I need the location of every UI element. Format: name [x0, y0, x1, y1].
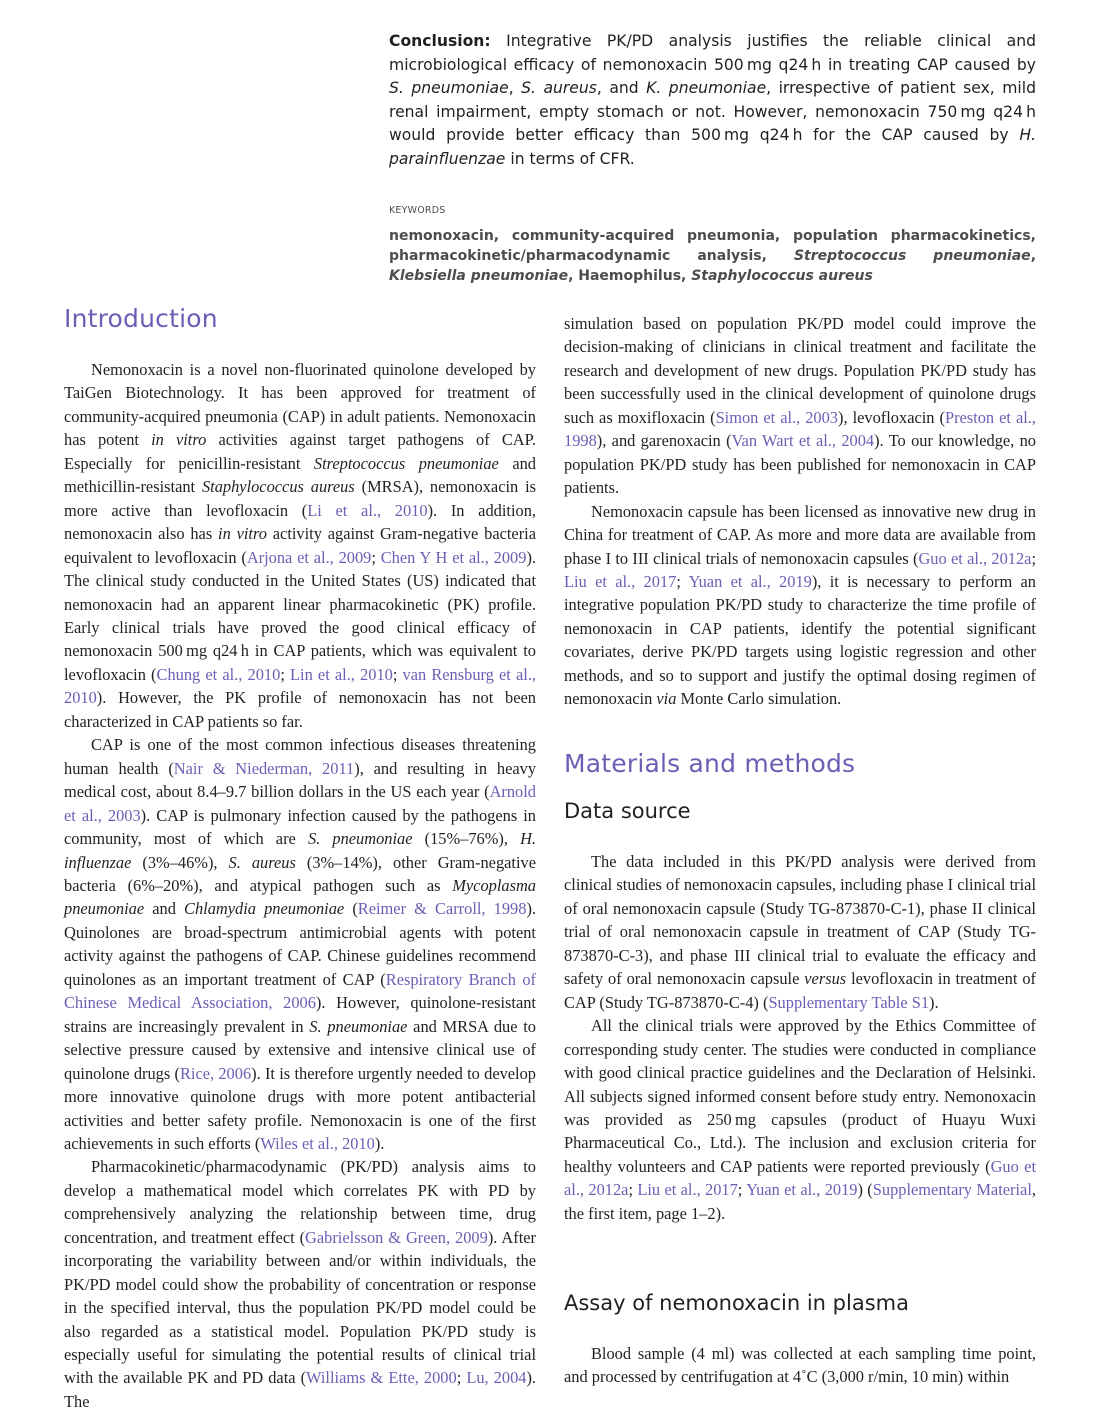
species-name: S. pneumoniae: [307, 829, 413, 849]
text: ;: [737, 1180, 747, 1200]
text: ), it is necessary to perform an integrative population PK/PD study to characterize the time profile of nemonoxacin in CAP patients, identify the potential significant covariates, derive PK/PD targets using logistic regression and other methods, and so to support and justify the optimal dosing regimen of nemonoxacin: [564, 571, 1036, 709]
keyword-text: ,: [1030, 248, 1037, 264]
conclusion-text: Integrative PK/PD analysis justifies the reliable clinical and microbiological efficacy of nemonoxacin 500 mg q24 h in treating CAP caused by: [389, 32, 1036, 74]
keyword-text: nemonoxacin, community-acquired pneumonia, population pharmacokinetics, pharmacokinetic/pharmacodynamic analysis,: [389, 228, 1036, 264]
species-name: H. parainfluenzae: [389, 126, 1036, 168]
citation-link[interactable]: Liu et al., 2017: [637, 1180, 738, 1200]
citation-link[interactable]: Preston et al., 1998: [564, 407, 1036, 451]
section-heading-materials-methods: Materials and methods: [564, 749, 856, 778]
species-name: Chlamydia pneumoniae: [184, 899, 345, 919]
text: ), and garenoxacin (: [596, 431, 732, 451]
citation-link[interactable]: Guo et al., 2012a: [564, 1156, 1037, 1200]
italic-text: in vitro: [218, 524, 267, 544]
citation-link[interactable]: Lin et al., 2010: [290, 664, 393, 684]
text: ). After incorporating the variability between and/or within individuals, the PK/PD model could show the probability of concentration or response in the specified interval, thus the population PK/PD model could be also regarded as a statistical model. Population PK/PD study is especially useful for simulating the potential results of clinical trial with the available PK and PD data (: [64, 1227, 536, 1388]
citation-link[interactable]: Yuan et al., 2019: [746, 1180, 858, 1200]
italic-text: in vitro: [151, 430, 207, 450]
conclusion-label: Conclusion:: [389, 32, 491, 50]
text: ). The: [64, 1368, 537, 1411]
data-source-body: [564, 850, 1036, 1225]
text: (15%–76%),: [412, 829, 521, 849]
keyword-species: Streptococcus pneumoniae: [793, 248, 1031, 264]
citation-link[interactable]: Li et al., 2010: [307, 500, 428, 520]
text: Blood sample (4 ml) was collected at each sampling time point, and processed by centrifugation at 4˚C (3,000 r/min, 10 min) within: [564, 1344, 1036, 1387]
text: ). The clinical study conducted in the United States (US) indicated that nemonoxacin had an apparent linear pharmacokinetic (PK) profile. Early clinical trials have proved the good clinical efficacy of nemonoxacin 500 mg q24 h in CAP patients, which was equivalent to levofloxacin (: [64, 547, 536, 684]
text: ).: [374, 1133, 385, 1153]
abstract-conclusion: [389, 30, 1036, 171]
text: The data included in this PK/PD analysis were derived from clinical studies of nemonoxacin capsules, including phase I clinical trial of oral nemonoxacin capsule (Study TG-873870-C-1), phase II clinical trial of oral nemonoxacin capsule in treatment of CAP (Study TG-873870-C-3), and phase III clinical trial to evaluate the efficacy and safety of oral nemonoxacin capsule: [564, 852, 1036, 989]
text: ;: [280, 664, 291, 684]
text: Nemonoxacin capsule has been licensed as innovative new drug in China for treatment of CAP. As more and more data are available from phase I to III clinical trials of nemonoxacin capsules (: [564, 501, 1036, 568]
text: (3%–14%), other Gram-negative bacteria (6%–20%), and atypical pathogen such as: [64, 852, 536, 895]
citation-link[interactable]: Chung et al., 2010: [156, 664, 281, 684]
left-column: [64, 358, 536, 1413]
text: ).: [929, 992, 939, 1012]
citation-link[interactable]: Lu, 2004: [466, 1368, 527, 1388]
text: ). It is therefore urgently needed to develop more innovative quinolone drugs with more potent antibacterial activities and better safety profile. Nemonoxacin is one of the first achievements in such efforts (: [64, 1063, 537, 1153]
text: ;: [1031, 548, 1036, 568]
conclusion-text: , irrespective of patient sex, mild renal impairment, empty stomach or not. However, nemonoxacin 750 mg q24 h would provide better efficacy than 500 mg q24 h for the CAP caused by: [389, 79, 1036, 144]
species-name: K. pneumoniae: [646, 79, 767, 97]
right-column: [564, 312, 1036, 711]
species-name: S. aureus: [228, 852, 296, 872]
data-source-paragraph-2: [564, 1014, 1036, 1225]
text: activity against Gram-negative bacteria equivalent to levofloxacin (: [64, 524, 536, 567]
intro-paragraph-4: [564, 500, 1036, 711]
citation-link[interactable]: Van Wart et al., 2004: [731, 431, 875, 451]
text: All the clinical trials were approved by the Ethics Committee of corresponding study center. The studies were conducted in compliance with good clinical practice guidelines and the Declaration of Helsinki. All subjects signed informed consent before study entry. Nemonoxacin was provided as 250 mg capsules (product of Huayu Wuxi Pharmaceutical Co., Ltd.). The inclusion and exclusion criteria for healthy volunteers and CAP patients were reported previously (: [564, 1016, 1036, 1176]
text: ), levofloxacin (: [838, 407, 945, 427]
text: ;: [456, 1368, 467, 1388]
conclusion-text: ,: [508, 79, 522, 97]
text: Monte Carlo simulation.: [676, 689, 842, 709]
text: (: [344, 899, 358, 919]
assay-body: [564, 1342, 1036, 1389]
citation-link[interactable]: Wiles et al., 2010: [260, 1133, 375, 1153]
conclusion-text: , and: [596, 79, 647, 97]
text: and methicillin-resistant: [64, 453, 536, 497]
citation-link[interactable]: Nair & Niederman, 2011: [173, 758, 355, 778]
species-name: Mycoplasma pneumoniae: [64, 875, 536, 919]
subsection-heading-assay: Assay of nemonoxacin in plasma: [564, 1291, 909, 1315]
text: CAP is one of the most common infectious diseases threatening human health (: [64, 735, 536, 778]
assay-paragraph-1: [564, 1342, 1036, 1389]
text: Pharmacokinetic/pharmacodynamic (PK/PD) analysis aims to develop a mathematical model which correlates PK with PD by comprehensively analyzing the relationship between time, drug concentration, and treatment effect (: [64, 1157, 536, 1247]
intro-paragraph-2: [64, 733, 536, 1155]
supplementary-link[interactable]: Supplementary Table S1: [768, 992, 930, 1012]
species-name: Staphylococcus aureus: [201, 477, 355, 497]
citation-link[interactable]: Yuan et al., 2019: [688, 571, 812, 591]
citation-link[interactable]: Arnold et al., 2003: [64, 782, 536, 825]
text: and MRSA due to selective pressure caused by extensive and intensive clinical use of quinolone drugs (: [64, 1016, 536, 1083]
text: and: [144, 899, 185, 919]
citation-link[interactable]: Guo et al., 2012a: [918, 548, 1032, 568]
data-source-paragraph-1: [564, 850, 1036, 1014]
text: levofloxacin in treatment of CAP (Study TG-873870-C-4) (: [564, 969, 1036, 1012]
keyword-species: Klebsiella pneumoniae: [389, 268, 569, 284]
text: ). However, the PK profile of nemonoxacin has not been characterized in CAP patients so far.: [64, 688, 536, 731]
intro-paragraph-3-part-b: [564, 312, 1036, 500]
keywords-label: KEYWORDS: [389, 205, 446, 216]
citation-link[interactable]: Simon et al., 2003: [715, 407, 839, 427]
text: ) (: [857, 1180, 873, 1200]
species-name: S. pneumoniae: [389, 79, 509, 97]
conclusion-text: in terms of CFR.: [505, 149, 635, 168]
intro-paragraph-1: [64, 358, 536, 733]
text: (3%–46%),: [131, 852, 229, 872]
subsection-heading-data-source: Data source: [564, 799, 691, 823]
citation-link[interactable]: Gabrielsson & Green, 2009: [305, 1227, 488, 1247]
text: ;: [392, 664, 403, 684]
citation-link[interactable]: Chen Y H et al., 2009: [380, 547, 527, 567]
citation-link[interactable]: Reimer & Carroll, 1998: [357, 899, 527, 919]
citation-link[interactable]: Williams & Ette, 2000: [306, 1368, 457, 1388]
text: ). However, quinolone-resistant strains are increasingly prevalent in: [64, 993, 536, 1036]
citation-link[interactable]: van Rensburg et al., 2010: [64, 664, 537, 708]
section-heading-introduction: Introduction: [64, 304, 218, 333]
keyword-species: Staphylococcus aureus: [691, 268, 873, 284]
text: , the first item, page 1–2).: [564, 1180, 1036, 1223]
text: Nemonoxacin is a novel non-fluorinated quinolone developed by TaiGen Biotechnology. It has been approved for treatment of community-acquired pneumonia (CAP) in adult patients. Nemonoxacin has potent: [64, 360, 536, 450]
keyword-text: , Haemophilus,: [568, 268, 692, 284]
text: ). In addition, nemonoxacin also has: [64, 500, 536, 544]
text: simulation based on population PK/PD model could improve the decision-making of clinicians in clinical treatment and facilitate the research and development of new drugs. Population PK/PD study has been successfully used in the clinical development of quinolone drugs such as moxifloxacin (: [564, 314, 1036, 427]
species-name: Streptococcus pneumoniae: [313, 453, 499, 473]
text: ;: [676, 571, 689, 591]
intro-paragraph-3-part-a: [64, 1155, 536, 1413]
italic-text: versus: [804, 969, 847, 989]
citation-link[interactable]: Rice, 2006: [179, 1063, 252, 1083]
species-name: S. aureus: [521, 79, 597, 97]
text: ;: [628, 1180, 638, 1200]
text: ;: [371, 547, 381, 567]
text: activities against target pathogens of CAP. Especially for penicillin-resistant: [64, 430, 536, 473]
keywords-list: [389, 226, 1036, 286]
italic-text: via: [656, 689, 677, 709]
text: ). Quinolones are broad-spectrum antimicrobial agents with potent activity against the pathogens of CAP. Chinese guidelines recommend quinolones as an important treatment of CAP (: [64, 899, 536, 989]
citation-link[interactable]: Liu et al., 2017: [564, 571, 677, 591]
citation-link[interactable]: Respiratory Branch of Chinese Medical Association, 2006: [64, 969, 536, 1013]
text: ). To our knowledge, no population PK/PD study has been published for nemonoxacin in CAP patients.: [564, 431, 1036, 498]
species-name: S. pneumoniae: [309, 1016, 408, 1036]
text: ). CAP is pulmonary infection caused by the pathogens in community, most of which are: [64, 805, 536, 849]
species-name: H. influenzae: [64, 829, 536, 872]
supplementary-link[interactable]: Supplementary Material: [872, 1180, 1032, 1200]
text: (MRSA), nemonoxacin is more active than levofloxacin (: [64, 477, 537, 520]
citation-link[interactable]: Arjona et al., 2009: [246, 547, 372, 567]
text: ), and resulting in heavy medical cost, about 8.4–9.7 billion dollars in the US each year (: [64, 758, 537, 802]
